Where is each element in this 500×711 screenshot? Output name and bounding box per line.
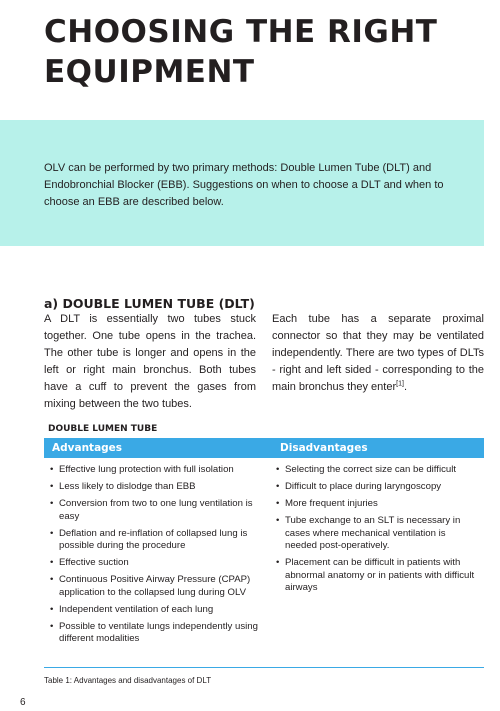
disadvantages-list [272, 464, 484, 650]
table-header [44, 438, 484, 458]
dlt-description-right-text: Each tube has a separate proximal connector so that they may be ventilated independently. There are two types of DLTs - right and left sided - corresponding to the main bronchus they enter [272, 313, 484, 393]
advantage-item: • Deflation and re-inflation of collapsed lung is possible during the procedure [50, 528, 262, 553]
dlt-description-left: A DLT is essentially two tubes stuck together. One tube opens in the trachea. The other tube is longer and opens in the left or right main bronchus. Both tubes have a cuff to prevent the gases from mixing between the two tubes. [44, 313, 256, 410]
intro-text: OLV can be performed by two primary methods: Double Lumen Tube (DLT) and Endobronchial Blocker (EBB). Suggestions on when to choose a DLT and when to choose an EBB are described below. [44, 162, 444, 208]
advantages-disadvantages-table [44, 438, 484, 650]
page-title: CHOOSING THE RIGHT EQUIPMENT [44, 14, 438, 90]
advantages-list [44, 464, 272, 650]
disadvantage-item: • Selecting the correct size can be difficult [276, 464, 480, 477]
section-heading: a) DOUBLE LUMEN TUBE (DLT) [44, 296, 255, 311]
advantage-item: • Continuous Positive Airway Pressure (CPAP) application to the collapsed lung during OLV [50, 574, 262, 599]
disadvantage-item: • More frequent injuries [276, 498, 480, 511]
table-title: DOUBLE LUMEN TUBE [48, 424, 158, 434]
disadvantage-item: • Placement can be difficult in patients with abnormal anatomy or in patients with difficult airways [276, 557, 480, 595]
table-body [44, 458, 484, 650]
advantage-item: • Effective lung protection with full isolation [50, 464, 262, 477]
dlt-description-right [272, 311, 484, 396]
table-bottom-rule [44, 667, 484, 668]
page-number: 6 [20, 697, 26, 708]
table-caption: Table 1: Advantages and disadvantages of DLT [44, 676, 212, 685]
column-header-advantages: Advantages [52, 442, 123, 454]
advantage-item: • Effective suction [50, 557, 262, 570]
advantage-item: • Less likely to dislodge than EBB [50, 481, 262, 494]
column-header-disadvantages: Disadvantages [280, 442, 368, 454]
reference-marker: [1] [396, 380, 404, 388]
advantage-item: • Independent ventilation of each lung [50, 604, 262, 617]
advantage-item: • Possible to ventilate lungs independently using different modalities [50, 621, 262, 646]
disadvantage-item: • Difficult to place during laryngoscopy [276, 481, 480, 494]
dlt-description-right-end: . [403, 381, 407, 393]
advantage-item: • Conversion from two to one lung ventilation is easy [50, 498, 262, 523]
disadvantage-item: • Tube exchange to an SLT is necessary in cases where mechanical ventilation is needed post-operatively. [276, 515, 480, 553]
